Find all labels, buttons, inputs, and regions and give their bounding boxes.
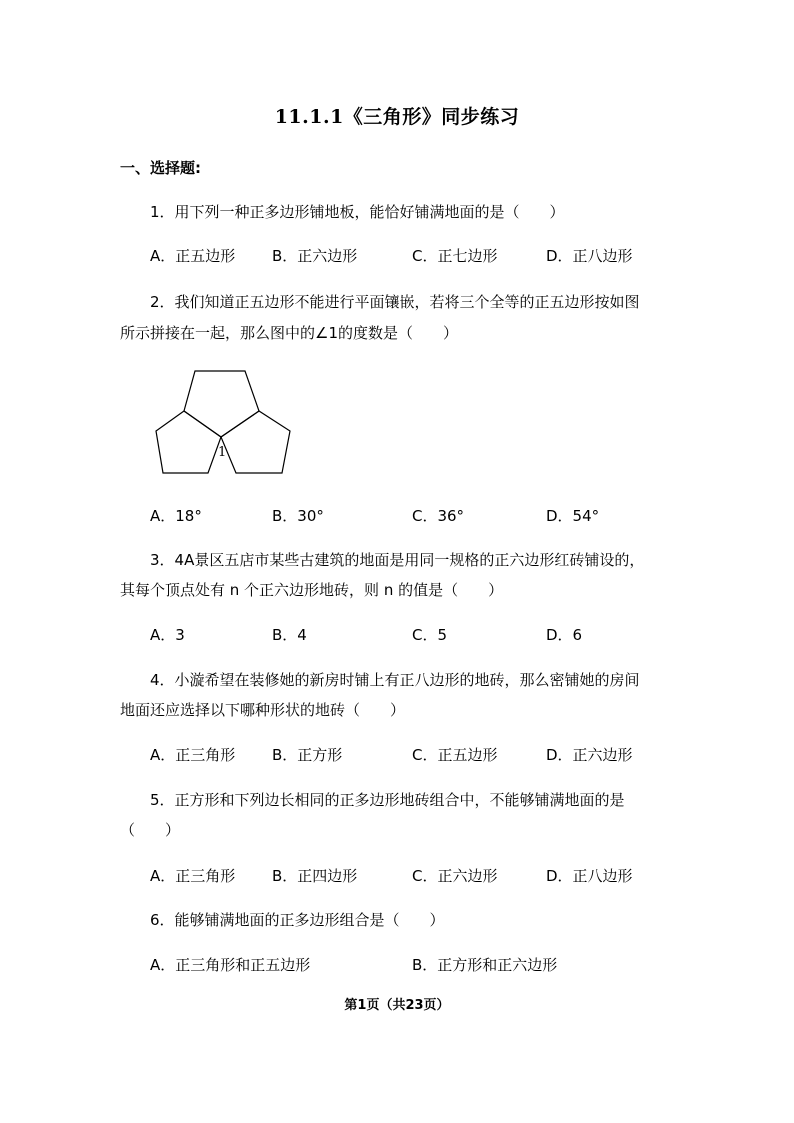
question-3-option-d: D．6 [546, 626, 583, 644]
question-2-option-a: A．18° [150, 507, 202, 525]
pentagon-left [156, 411, 221, 473]
question-1-option-d: D．正八边形 [546, 247, 633, 265]
question-3-option-c: C．5 [412, 626, 448, 644]
question-5-line-2: （ ） [120, 821, 181, 839]
question-4-option-c: C．正五边形 [412, 746, 498, 764]
question-4-line-2: 地面还应选择以下哪种形状的地砖（ ） [120, 701, 406, 719]
question-6-line-1: 6．能够铺满地面的正多边形组合是（ ） [150, 911, 445, 929]
question-3-line-2: 其每个顶点处有 n 个正六边形地砖，则 n 的值是（ ） [120, 581, 504, 599]
page-title: 11.1.1《三角形》同步练习 [274, 106, 520, 128]
question-6-option-a: A．正三角形和正五边形 [150, 956, 311, 974]
question-1-option-c: C．正七边形 [412, 247, 498, 265]
section-heading: 一、选择题: [120, 159, 201, 177]
question-3-option-b: B．4 [272, 626, 307, 644]
question-3-option-a: A．3 [150, 626, 185, 644]
question-4-line-1: 4．小漩希望在装修她的新房时铺上有正八边形的地砖，那么密铺她的房间 [150, 671, 640, 689]
question-5-line-1: 5．正方形和下列边长相同的正多边形地砖组合中，不能够铺满地面的是 [150, 791, 625, 809]
question-2-option-d: D．54° [546, 507, 600, 525]
question-5-option-b: B．正四边形 [272, 867, 358, 885]
question-1-line-1: 1．用下列一种正多边形铺地板，能恰好铺满地面的是（ ） [150, 203, 565, 221]
question-2-option-b: B．30° [272, 507, 324, 525]
question-4-option-d: D．正六边形 [546, 746, 633, 764]
question-1-option-a: A．正五边形 [150, 247, 236, 265]
angle-1-label: 1 [218, 445, 227, 460]
question-2-option-c: C．36° [412, 507, 465, 525]
question-4-option-b: B．正方形 [272, 746, 343, 764]
pentagon-right [221, 411, 290, 473]
question-5-option-a: A．正三角形 [150, 867, 236, 885]
pentagons-figure [150, 365, 296, 477]
question-3-line-1: 3．4A景区五店市某些古建筑的地面是用同一规格的正六边形红砖铺设的， [150, 551, 645, 569]
question-4-option-a: A．正三角形 [150, 746, 236, 764]
pentagon-top [184, 371, 259, 437]
question-2-line-1: 2．我们知道正五边形不能进行平面镶嵌，若将三个全等的正五边形按如图 [150, 293, 640, 311]
page-footer: 第1页（共23页） [344, 998, 450, 1013]
question-5-option-d: D．正八边形 [546, 867, 633, 885]
question-6-option-b: B．正方形和正六边形 [412, 956, 558, 974]
question-2-line-2: 所示拼接在一起，那么图中的∠1的度数是（ ） [120, 324, 458, 342]
question-5-option-c: C．正六边形 [412, 867, 498, 885]
question-1-option-b: B．正六边形 [272, 247, 358, 265]
